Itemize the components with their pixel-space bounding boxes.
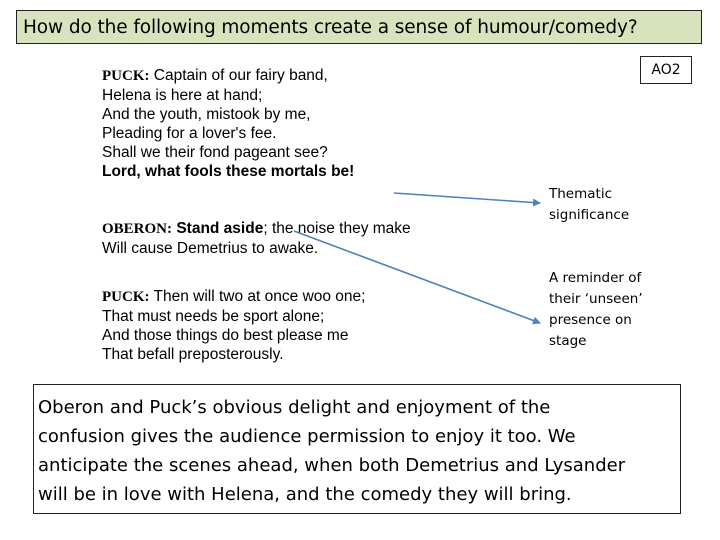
verse-line: That must needs be sport alone; xyxy=(102,308,325,325)
verse-text: ; the noise they make xyxy=(263,220,411,237)
annotation-line: significance xyxy=(549,207,630,223)
slide-title: How do the following moments create a sense of humour/comedy? xyxy=(23,16,638,38)
arrow-to-thematic xyxy=(394,193,540,203)
annotation-line: their ‘unseen’ xyxy=(549,291,643,307)
arrow-to-reminder xyxy=(294,231,540,323)
verse-text: Captain of our fairy band, xyxy=(149,67,328,84)
verse-text-highlighted: Stand aside xyxy=(172,220,264,237)
verse-line: Helena is here at hand; xyxy=(102,87,263,104)
ao-label: AO2 xyxy=(651,62,681,78)
speaker-name: PUCK: xyxy=(102,68,150,84)
verse-line-highlighted: Lord, what fools these mortals be! xyxy=(102,163,355,180)
annotation-line: Thematic xyxy=(549,186,612,202)
verse-line: And those things do best please me xyxy=(102,327,349,344)
annotation-line: stage xyxy=(549,333,587,349)
summary-line: will be in love with Helena, and the comedy they will bring. xyxy=(38,484,572,505)
verse-line: Will cause Demetrius to awake. xyxy=(102,240,319,257)
summary-line: anticipate the scenes ahead, when both Demetrius and Lysander xyxy=(38,455,626,476)
speaker-name: PUCK: xyxy=(102,289,150,305)
summary-line: Oberon and Puck’s obvious delight and enjoyment of the xyxy=(38,397,551,418)
summary-box xyxy=(33,384,681,514)
annotation-line: presence on xyxy=(549,312,632,328)
speaker-name: OBERON: xyxy=(102,221,173,237)
annotation-line: A reminder of xyxy=(549,270,642,286)
summary-line: confusion gives the audience permission to enjoy it too. We xyxy=(38,426,576,447)
verse-line: And the youth, mistook by me, xyxy=(102,106,311,123)
verse-text: Then will two at once woo one; xyxy=(149,288,366,305)
verse-line: That befall preposterously. xyxy=(102,346,284,363)
verse-line: Pleading for a lover's fee. xyxy=(102,125,277,142)
verse-line: Shall we their fond pageant see? xyxy=(102,144,328,161)
